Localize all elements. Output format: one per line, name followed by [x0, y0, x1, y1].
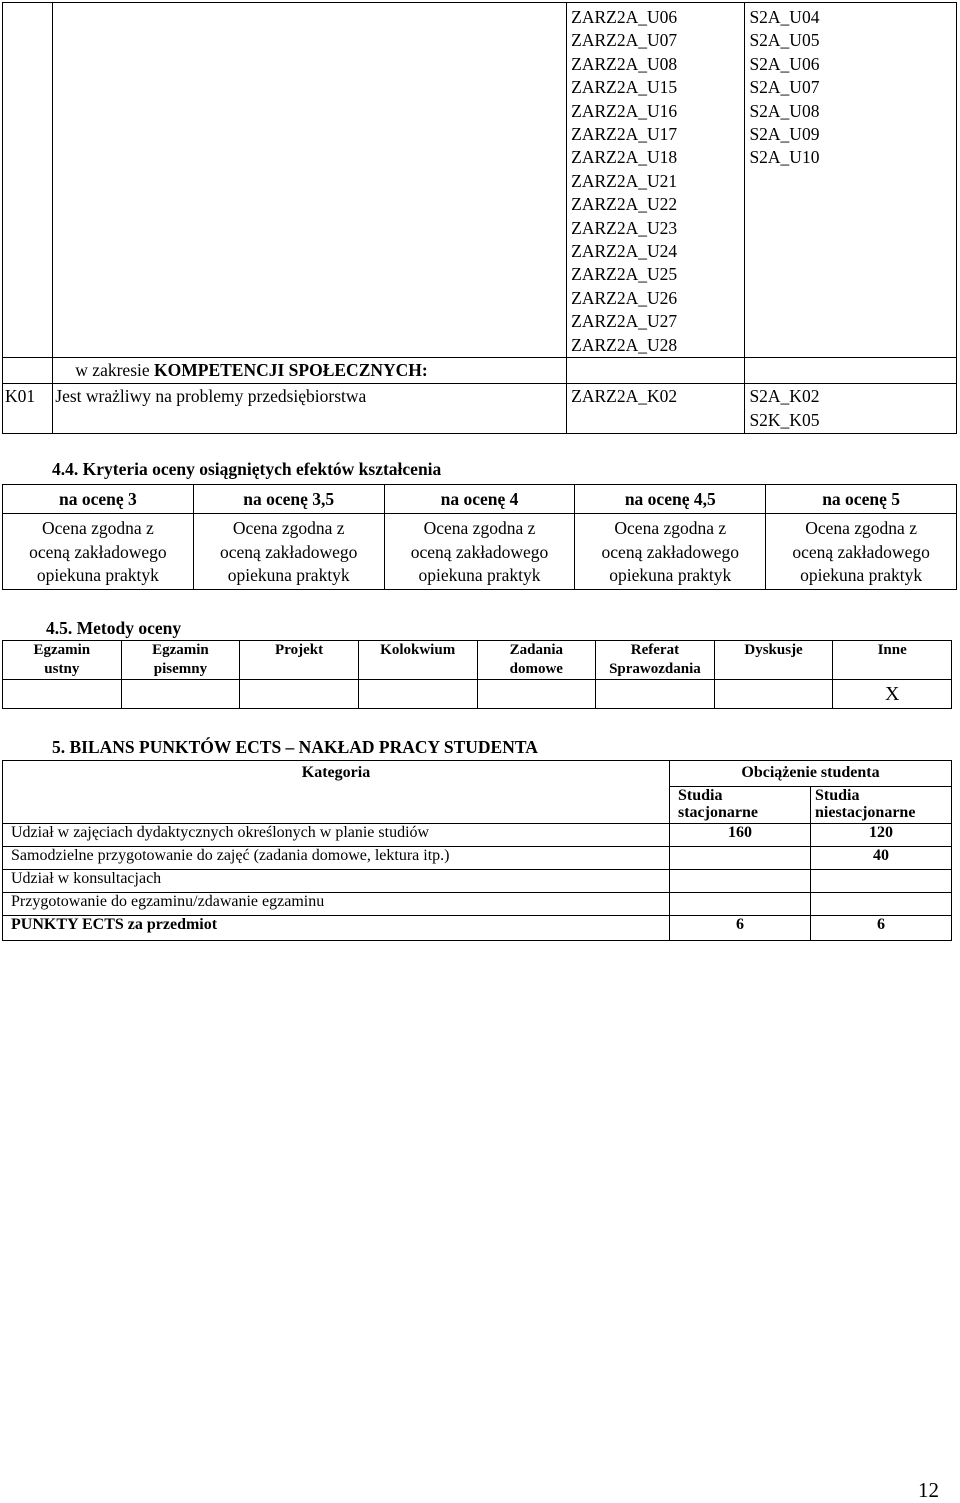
grade-header: na ocenę 3	[3, 485, 194, 514]
ects-total-row	[3, 916, 952, 941]
grade-header: na ocenę 3,5	[193, 485, 384, 514]
criteria-text-line: Ocena zgodna z	[805, 518, 917, 538]
zarz-code: ZARZ2A_U08	[571, 53, 678, 74]
ects-header-row	[3, 761, 952, 787]
s2a-codes-cell	[745, 3, 957, 358]
ects-nonstationary-value	[811, 893, 952, 916]
zarz-code: ZARZ2A_U26	[571, 287, 678, 308]
method-name-line: ustny	[44, 660, 80, 677]
criteria-text-line: opiekuna praktyk	[800, 565, 923, 585]
s2a-code: S2A_U10	[749, 147, 820, 168]
criteria-text-line: oceną zakładowego	[601, 541, 740, 562]
ects-balance-table	[2, 760, 952, 941]
method-name-line: Egzamin	[152, 642, 209, 658]
ects-stationary-value	[670, 870, 811, 893]
s2a-code: S2A_U05	[749, 30, 820, 51]
ects-row-label: Samodzielne przygotowanie do zajęć (zadania domowe, lektura itp.)	[3, 847, 670, 870]
methods-header-row	[3, 641, 952, 680]
s2a-codes-list	[749, 6, 956, 170]
learning-effects-table	[2, 2, 957, 434]
method-name-line: Dyskusje	[744, 642, 803, 658]
grade-header: na ocenę 4	[384, 485, 575, 514]
method-name-line: Kolokwium	[380, 642, 456, 658]
k01-zarz-code: ZARZ2A_K02	[567, 384, 745, 434]
method-name-line: domowe	[509, 660, 563, 677]
ects-row	[3, 870, 952, 893]
zarz-codes-cell	[567, 3, 745, 358]
nonstationary-header: Studia niestacjonarne	[811, 787, 952, 824]
ects-nonstationary-value: 40	[811, 847, 952, 870]
criteria-text-line: oceną zakładowego	[219, 541, 358, 562]
zarz-code: ZARZ2A_U15	[571, 77, 678, 98]
ects-row-label: Udział w zajęciach dydaktycznych określonych w planie studiów	[3, 824, 670, 847]
section-label: w zakresie KOMPETENCJI SPOŁECZNYCH:	[53, 358, 567, 384]
s2a-code: S2A_U04	[749, 7, 820, 27]
ects-nonstationary-value	[811, 870, 952, 893]
criteria-text-line: oceną zakładowego	[29, 541, 167, 562]
zarz-codes-list	[571, 6, 744, 357]
page-number: 12	[918, 1478, 939, 1502]
criteria-text-line: oceną zakładowego	[410, 541, 549, 562]
method-value	[358, 680, 477, 709]
grade-criteria	[384, 514, 575, 590]
k01-description: Jest wrażliwy na problemy przedsiębiorstwa	[53, 384, 567, 434]
method-name-line: Zadania	[509, 642, 563, 658]
ects-row	[3, 824, 952, 847]
criteria-text-line: opiekuna praktyk	[418, 565, 541, 585]
load-header: Obciążenie studenta	[670, 761, 952, 787]
category-header: Kategoria	[3, 761, 670, 824]
criteria-text-line: Ocena zgodna z	[232, 518, 345, 538]
s2a-code: S2A_U06	[749, 53, 820, 74]
ects-stationary-value: 160	[670, 824, 811, 847]
method-header	[358, 641, 477, 680]
method-header	[714, 641, 833, 680]
grade-criteria	[575, 514, 766, 590]
method-header	[240, 641, 359, 680]
criteria-text-line: oceną zakładowego	[792, 541, 930, 562]
method-name-line: Referat	[630, 642, 680, 658]
zarz-code: ZARZ2A_U06	[571, 7, 678, 27]
criteria-text-line: Ocena zgodna z	[42, 518, 154, 538]
method-header	[596, 641, 715, 680]
zarz-code: ZARZ2A_U25	[571, 264, 678, 285]
k01-row	[3, 384, 957, 434]
total-stationary: 6	[670, 916, 811, 941]
zarz-code: ZARZ2A_U28	[571, 334, 678, 355]
method-value: X	[833, 680, 952, 709]
ects-stationary-value	[670, 893, 811, 916]
method-value	[714, 680, 833, 709]
method-header	[833, 641, 952, 680]
criteria-heading: 4.4. Kryteria oceny osiągniętych efektów kształcenia	[52, 459, 442, 479]
k01-s2a-codes	[745, 384, 957, 434]
ects-heading: 5. BILANS PUNKTÓW ECTS – NAKŁAD PRACY STUDENTA	[52, 737, 538, 757]
method-value	[596, 680, 715, 709]
k01-s2a-code: S2A_K02	[749, 386, 820, 407]
ects-rows	[3, 824, 952, 916]
assessment-methods-table	[2, 640, 952, 709]
grade-header: na ocenę 4,5	[575, 485, 766, 514]
zarz-code: ZARZ2A_U27	[571, 311, 678, 332]
grading-criteria-table	[2, 484, 957, 590]
ects-row	[3, 847, 952, 870]
ects-stationary-value	[670, 847, 811, 870]
grade-criteria	[193, 514, 384, 590]
method-name-line: Projekt	[275, 642, 324, 658]
grades-criteria-row	[3, 514, 957, 590]
criteria-text-line: Ocena zgodna z	[423, 518, 536, 538]
s2a-code: S2A_U07	[749, 77, 820, 98]
method-name-line: Inne	[877, 642, 907, 658]
zarz-code: ZARZ2A_U16	[571, 100, 678, 121]
zarz-code: ZARZ2A_U21	[571, 170, 678, 191]
section-row	[3, 358, 957, 384]
method-name-line: Egzamin	[33, 642, 91, 658]
s2a-code: S2A_U09	[749, 124, 820, 145]
method-value	[240, 680, 359, 709]
s2a-code: S2A_U08	[749, 100, 820, 121]
ects-nonstationary-value: 120	[811, 824, 952, 847]
ects-row-label: Udział w konsultacjach	[3, 870, 670, 893]
method-header	[121, 641, 240, 680]
methods-values-row	[3, 680, 952, 709]
zarz-code: ZARZ2A_U17	[571, 124, 678, 145]
stationary-header: Studia stacjonarne	[670, 787, 811, 824]
method-value	[121, 680, 240, 709]
zarz-code: ZARZ2A_U23	[571, 217, 678, 238]
method-header	[3, 641, 122, 680]
grades-header-row	[3, 485, 957, 514]
ects-row-label: Przygotowanie do egzaminu/zdawanie egzaminu	[3, 893, 670, 916]
zarz-code: ZARZ2A_U24	[571, 241, 678, 262]
section-name: KOMPETENCJI SPOŁECZNYCH:	[154, 360, 428, 381]
total-label: PUNKTY ECTS za przedmiot	[3, 916, 670, 941]
skills-codes-row	[3, 3, 957, 358]
method-name-line: pisemny	[153, 660, 208, 677]
grade-criteria	[3, 514, 194, 590]
ects-row	[3, 893, 952, 916]
k01-code: K01	[3, 384, 53, 434]
method-name-line: Sprawozdania	[609, 660, 701, 677]
zarz-code: ZARZ2A_U18	[571, 147, 678, 168]
method-value	[3, 680, 122, 709]
k01-s2a-code: S2K_K05	[749, 409, 820, 430]
method-value	[477, 680, 596, 709]
grade-criteria	[766, 514, 957, 590]
criteria-text-line: opiekuna praktyk	[36, 565, 159, 585]
methods-heading: 4.5. Metody oceny	[46, 618, 182, 638]
criteria-text-line: opiekuna praktyk	[227, 565, 350, 585]
grade-header: na ocenę 5	[766, 485, 957, 514]
total-nonstationary: 6	[811, 916, 952, 941]
criteria-text-line: Ocena zgodna z	[614, 518, 727, 538]
method-header	[477, 641, 596, 680]
zarz-code: ZARZ2A_U07	[571, 30, 678, 51]
criteria-text-line: opiekuna praktyk	[609, 565, 732, 585]
zarz-code: ZARZ2A_U22	[571, 194, 678, 215]
